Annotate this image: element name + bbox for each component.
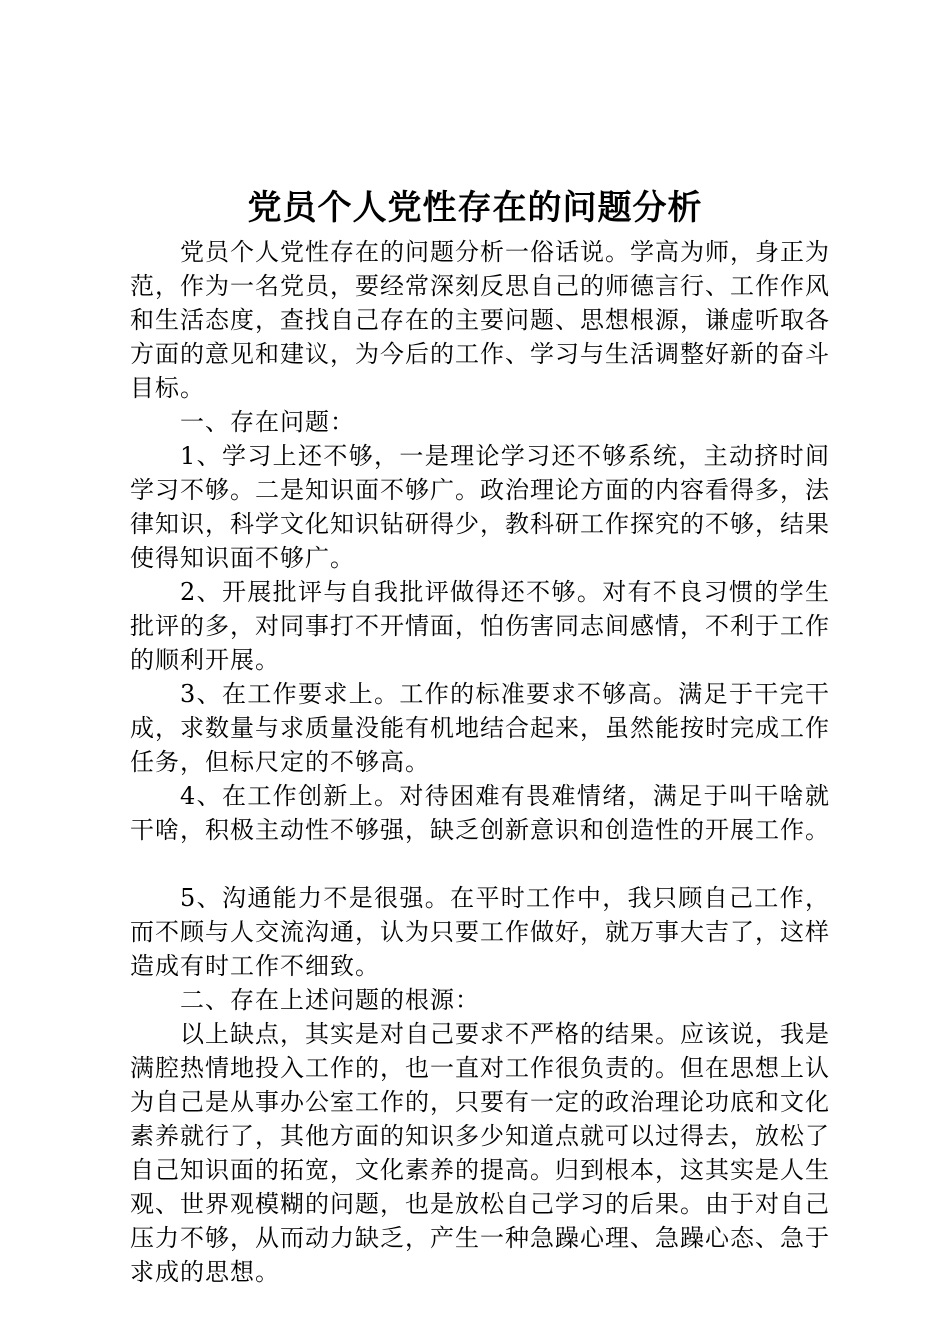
- problem-item-1: 1、学习上还不够，一是理论学习还不够系统，主动挤时间学习不够。二是知识面不够广。政治理论方面的内容看得多，法律知识，科学文化知识钻研得少，教科研工作探究的不够，结果使得知识面不够广。: [130, 442, 830, 572]
- section-heading-problems: 一、存在问题：: [180, 408, 355, 436]
- intro-paragraph: 党员个人党性存在的问题分析一俗话说。学高为师，身正为范，作为一名党员，要经常深刻反思自己的师德言行、工作作风和生活态度，查找自己存在的主要问题、思想根源，谦虚听取各方面的意见和建议，为今后的工作、学习与生活调整好新的奋斗目标。: [130, 238, 830, 402]
- problem-item-4: 4、在工作创新上。对待困难有畏难情绪，满足于叫干啥就干啥，积极主动性不够强，缺乏创新意识和创造性的开展工作。: [130, 782, 830, 844]
- document-title: 党员个人党性存在的问题分析: [247, 188, 703, 228]
- problem-item-2: 2、开展批评与自我批评做得还不够。对有不良习惯的学生批评的多，对同事打不开情面，怕伤害同志间感情，不利于工作的顺利开展。: [130, 578, 830, 674]
- problem-item-3: 3、在工作要求上。工作的标准要求不够高。满足于干完干成，求数量与求质量没能有机地结合起来，虽然能按时完成工作任务，但标尺定的不够高。: [130, 680, 830, 776]
- roots-paragraph: 以上缺点，其实是对自己要求不严格的结果。应该说，我是满腔热情地投入工作的，也一直对工作很负责的。但在思想上认为自己是从事办公室工作的，只要有一定的政治理论功底和文化素养就行了，其他方面的知识多少知道点就可以过得去，放松了自己知识面的拓宽，文化素养的提高。归到根本，这其实是人生观、世界观模糊的问题，也是放松自己学习的后果。由于对自己压力不够，从而动力缺乏，产生一种急躁心理、急躁心态、急于求成的思想。: [130, 1020, 830, 1286]
- document-body: [130, 235, 830, 1289]
- section-heading-roots: 二、存在上述问题的根源：: [180, 986, 480, 1014]
- problem-item-5: 5、沟通能力不是很强。在平时工作中，我只顾自己工作，而不顾与人交流沟通，认为只要工作做好，就万事大吉了，这样造成有时工作不细致。: [130, 884, 830, 980]
- paragraph-gap: [130, 847, 830, 881]
